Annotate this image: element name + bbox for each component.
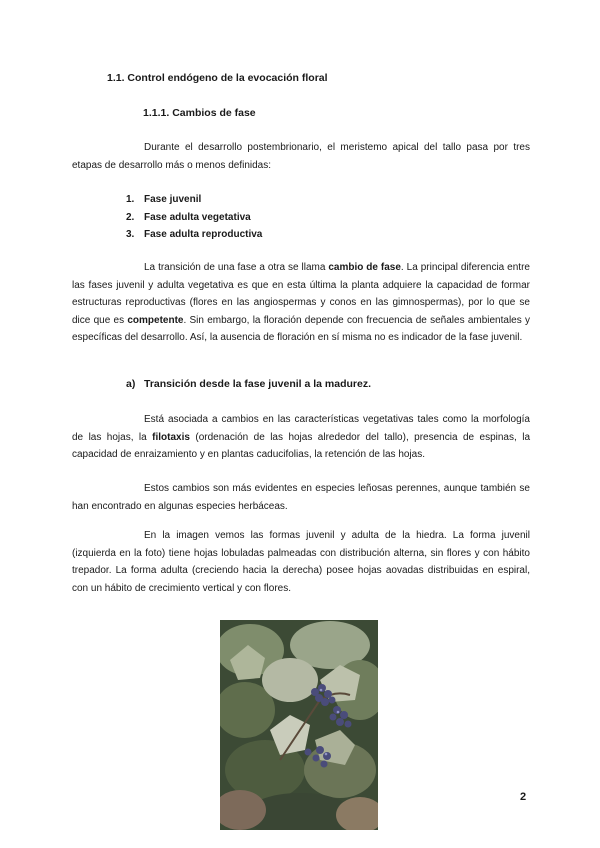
evident-paragraph: Estos cambios son más evidentes en especies leñosas perennes, aunque también se han encontrado en algunas especies herbáceas. (72, 483, 530, 512)
phase-list (126, 191, 262, 244)
page-number: 2 (520, 791, 527, 803)
subsection-heading: 1.1.1. Cambios de fase (143, 107, 256, 119)
image-paragraph: En la imagen vemos las formas juvenil y adulta de la hiedra. La forma juvenil (izquierda en la foto) tiene hojas lobuladas palmeadas con distribución alterna, sin flores y con hábito trepador. La forma adulta (creciendo hacia la derecha) posee hojas aovadas distribuidas en espiral, con un hábito de crecimiento vertical y con flores. (72, 530, 530, 594)
associated-paragraph: Está asociada a cambios en las características vegetativas tales como la morfología de las hojas, la filotaxis (ordenación de las hojas alrededor del tallo), presencia de espinas, la capacidad de enraizamiento y en plantas caducifolias, la retención de las hojas. (72, 414, 530, 460)
ivy-photo (220, 620, 378, 830)
transition-paragraph: La transición de una fase a otra se llama cambio de fase. La principal diferencia entre las fases juvenil y adulta vegetativa es que en esta última la planta adquiere la capacidad de formar estructuras reproductivas (flores en las angiospermas y conos en las gimnospermas), por lo que se dice que es competente. Sin embargo, la floración depende con frecuencia de señales ambientales y específicas del desarrollo. Así, la ausencia de floración en sí misma no es indicador de la fase juvenil. (72, 262, 530, 343)
intro-paragraph: Durante el desarrollo postembrionario, el meristemo apical del tallo pasa por tres etapas de desarrollo más o menos definidas: (72, 142, 530, 171)
subheading-a: a) Transición desde la fase juvenil a la madurez. (126, 378, 372, 390)
list-item: 1. Fase juvenil (126, 194, 202, 205)
section-heading: 1.1. Control endógeno de la evocación floral (107, 72, 328, 84)
list-item: 2. Fase adulta vegetativa (126, 211, 251, 223)
list-item: 3. Fase adulta reproductiva (126, 229, 263, 240)
